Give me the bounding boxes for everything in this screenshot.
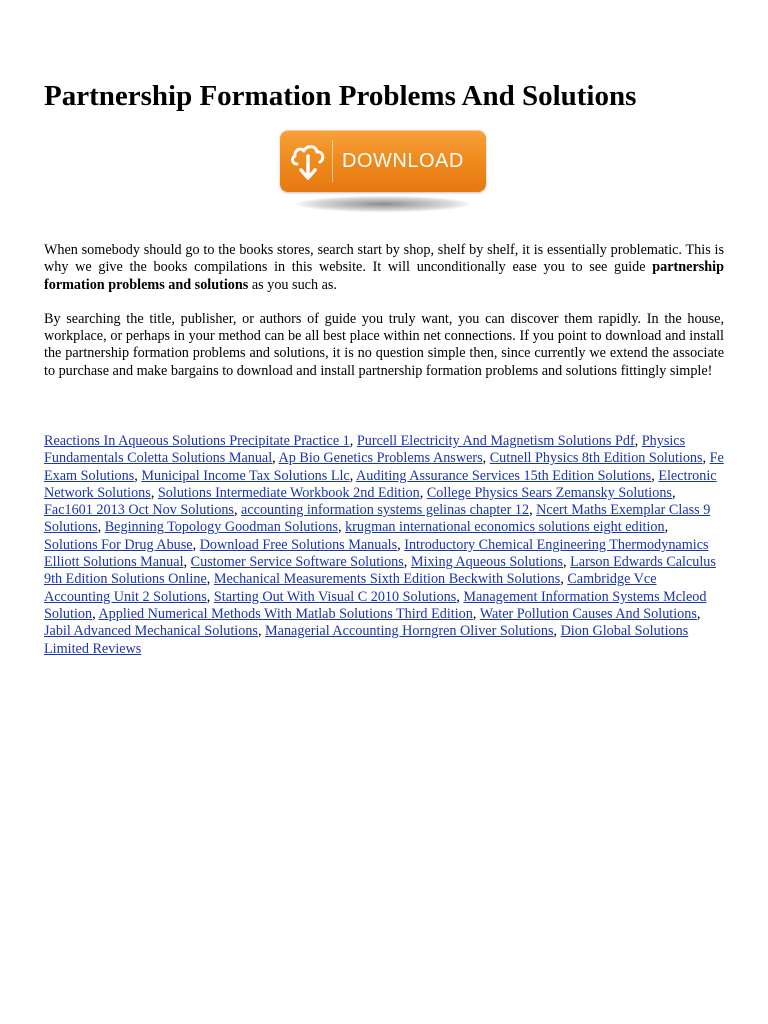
related-link[interactable]: Applied Numerical Methods With Matlab Solutions Third Edition [98,605,473,622]
related-link[interactable]: Fac1601 2013 Oct Nov Solutions [44,502,234,519]
related-link[interactable]: Starting Out With Visual C 2010 Solutions [213,588,457,605]
download-button-wrapper [280,130,486,216]
related-link[interactable]: College Physics Sears Zemansky Solutions [426,484,672,501]
related-link[interactable]: Electronic Network Solutions [44,467,717,501]
related-link[interactable]: Cambridge Vce Accounting Unit 2 Solutions [44,571,657,605]
related-link[interactable]: Reactions In Aqueous Solutions Precipitate Practice 1 [44,433,350,449]
related-link[interactable]: Physics Fundamentals Coletta Solutions Manual [44,433,686,467]
related-link[interactable]: Mixing Aqueous Solutions [410,554,564,571]
intro-p1-end: as you such as. [248,276,337,293]
related-link[interactable]: Management Information Systems Mcleod Solution [44,588,707,622]
related-link[interactable]: accounting information systems gelinas chapter 12 [241,502,530,519]
intro-paragraph-1 [44,242,724,294]
download-button[interactable] [280,130,486,192]
related-link[interactable]: krugman international economics solutions eight edition [345,519,665,536]
intro-p1-keyword: partnership formation problems and solutions [44,259,724,293]
related-link[interactable]: Beginning Topology Goodman Solutions [104,519,338,536]
related-link[interactable]: Cutnell Physics 8th Edition Solutions [489,450,703,467]
button-separator [332,140,333,182]
related-link[interactable]: Dion Global Solutions Limited Reviews [44,623,689,657]
page-title: Partnership Formation Problems And Solutions [44,80,637,112]
related-link[interactable]: Mechanical Measurements Sixth Edition Beckwith Solutions [213,571,561,588]
related-link[interactable]: Fe Exam Solutions [44,450,724,484]
related-link[interactable]: Ncert Maths Exemplar Class 9 Solutions [44,502,711,536]
cloud-download-icon [289,140,327,182]
related-link[interactable]: Larson Edwards Calculus 9th Edition Solutions Online [44,554,716,588]
related-links: Reactions In Aqueous Solutions Precipitate Practice 1, Purcell Electricity And Magnetism Solutions Pdf, Physics Fundamentals Coletta Solutions Manual, Ap Bio Genetics Problems Answers, Cutnell Physics 8th Edition Solutions, Fe Exam Solutions, Municipal Income Tax Solutions Llc, Auditing Assurance Services 15th Edition Solutions, Electronic Network Solutions, Solutions Intermediate Workbook 2nd Edition, College Physics Sears Zemansky Solutions, Fac1601 2013 Oct Nov Solutions, accounting information systems gelinas chapter 12, Ncert Maths Exemplar Class 9 Solutions, Beginning Topology Goodman Solutions, krugman international economics solutions eight edition, Solutions For Drug Abuse, Download Free Solutions Manuals, Introductory Chemical Engineering Thermodynamics Elliott Solutions Manual, Customer Service Software Solutions, Mixing Aqueous Solutions, Larson Edwards Calculus 9th Edition Solutions Online, Mechanical Measurements Sixth Edition Beckwith Solutions, Cambridge Vce Accounting Unit 2 Solutions, Starting Out With Visual C 2010 Solutions, Management Information Systems Mcleod Solution, Applied Numerical Methods With Matlab Solutions Third Edition, Water Pollution Causes And Solutions, Jabil Advanced Mechanical Solutions, Managerial Accounting Horngren Oliver Solutions, Dion Global Solutions Limited Reviews [44,433,724,657]
related-link[interactable]: Water Pollution Causes And Solutions [479,605,697,622]
related-link[interactable]: Managerial Accounting Horngren Oliver Solutions [265,623,554,640]
intro-p1-start: When somebody should go to the books stores, search start by shop, shelf by shelf, it is essentially problematic. This is why we give the books compilations in this website. It will unconditionally ease you to see guide [44,242,724,276]
button-shadow [296,196,470,212]
related-link[interactable]: Auditing Assurance Services 15th Edition Solutions [356,467,652,484]
related-link[interactable]: Jabil Advanced Mechanical Solutions [44,623,258,640]
intro-paragraph-2: By searching the title, publisher, or authors of guide you truly want, you can discover them rapidly. In the house, workplace, or perhaps in your method can be all best place within net connections. If you point to download and install the partnership formation problems and solutions, it is no question simple then, since currently we extend the associate to purchase and make bargains to download and install partnership formation problems and solutions fittingly simple! [44,310,724,379]
intro-text [44,242,724,397]
download-label: DOWNLOAD [342,150,464,172]
related-link[interactable]: Download Free Solutions Manuals [199,536,398,553]
related-link[interactable]: Solutions For Drug Abuse [44,536,193,553]
related-link[interactable]: Purcell Electricity And Magnetism Solutions Pdf [356,433,635,449]
related-link[interactable]: Introductory Chemical Engineering Thermodynamics Elliott Solutions Manual [44,536,709,571]
related-link[interactable]: Ap Bio Genetics Problems Answers [278,450,483,467]
related-link[interactable]: Municipal Income Tax Solutions Llc [141,467,350,484]
related-link[interactable]: Customer Service Software Solutions [190,554,404,571]
related-link[interactable]: Solutions Intermediate Workbook 2nd Edition [157,484,420,501]
